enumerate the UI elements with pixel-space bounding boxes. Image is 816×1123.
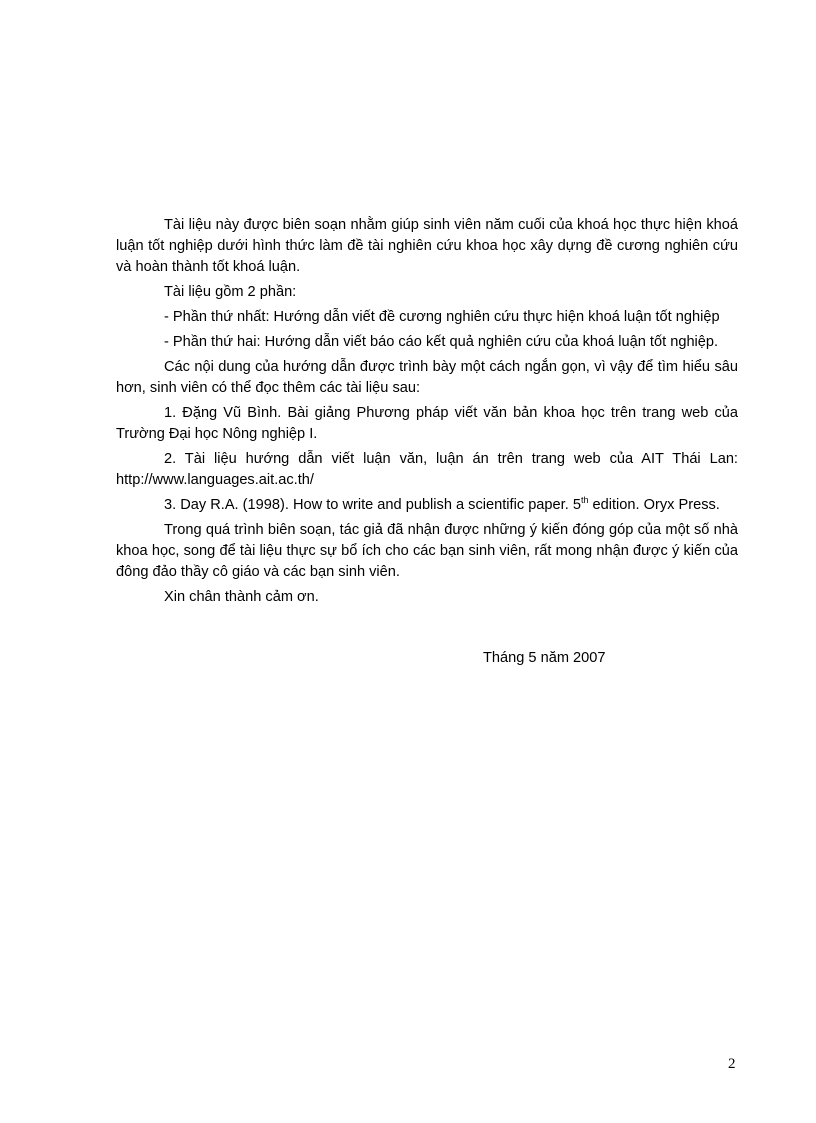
paragraph-acknowledgement: Trong quá trình biên soạn, tác giả đã nhận được những ý kiến đóng góp của một số nhà khoa học, song để tài liệu thực sự bổ ích cho các bạn sinh viên, rất mong nhận được ý kiến của đông đảo thầy cô giáo và các bạn sinh viên. xyxy=(116,522,738,580)
paragraph-part-two: - Phần thứ hai: Hướng dẫn viết báo cáo kết quả nghiên cứu của khoá luận tốt nghiệp. xyxy=(164,334,719,350)
paragraph-parts-heading: Tài liệu gồm 2 phần: xyxy=(164,284,297,300)
reference-3-main: 3. Day R.A. (1998). How to write and publish a scientific paper. 5 xyxy=(164,497,581,513)
page-number: 2 xyxy=(728,1056,736,1072)
reference-3 xyxy=(116,495,738,516)
reference-1: 1. Đặng Vũ Bình. Bài giảng Phương pháp viết văn bản khoa học trên trang web của Trường Đại học Nông nghiệp I. xyxy=(116,405,738,442)
date-line: Tháng 5 năm 2007 xyxy=(483,650,606,666)
paragraph-part-one: - Phần thứ nhất: Hướng dẫn viết đề cương nghiên cứu thực hiện khoá luận tốt nghiệp xyxy=(164,309,720,325)
reference-3-superscript: th xyxy=(580,495,589,506)
reference-2: 2. Tài liệu hướng dẫn viết luận văn, luận án trên trang web của AIT Thái Lan: http://www.languages.ait.ac.th/ xyxy=(116,451,738,488)
paragraph-intro: Tài liệu này được biên soạn nhằm giúp sinh viên năm cuối của khoá học thực hiện khoá luận tốt nghiệp dưới hình thức làm đề tài nghiên cứu khoa học xây dựng đề cương nghiên cứu và hoàn thành tốt khoá luận. xyxy=(116,217,738,275)
reference-3-tail: edition. Oryx Press. xyxy=(588,497,720,513)
paragraph-thanks: Xin chân thành cảm ơn. xyxy=(164,589,319,605)
paragraph-further-reading: Các nội dung của hướng dẫn được trình bày một cách ngắn gọn, vì vậy để tìm hiểu sâu hơn, sinh viên có thể đọc thêm các tài liệu sau: xyxy=(116,359,738,396)
body-text xyxy=(116,215,738,612)
